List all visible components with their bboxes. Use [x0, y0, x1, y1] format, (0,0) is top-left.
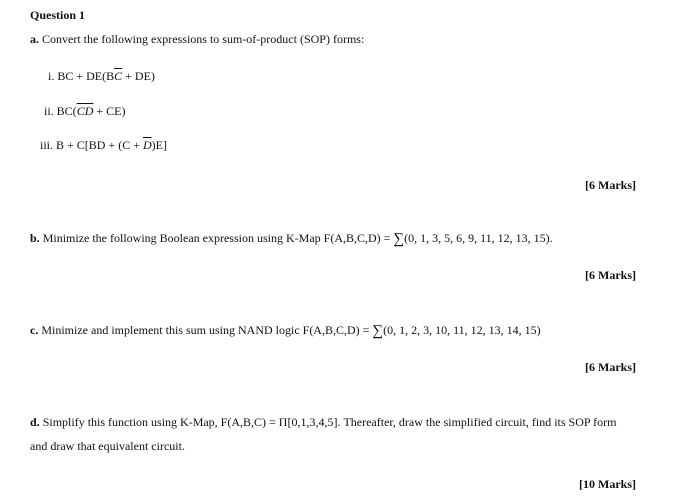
part-a-prompt	[30, 32, 364, 47]
overline-term: $\overline{CD}$	[76, 104, 94, 118]
part-b-text: Minimize the following Boolean expression using K-Map F(A,B,C,D) =	[42, 231, 394, 245]
part-b-terms: (0, 1, 3, 5, 6, 9, 11, 12, 13, 15).	[404, 231, 553, 245]
part-c-prompt	[30, 322, 541, 339]
overline-term: $\overline{C}$	[114, 69, 123, 83]
overline-term: $\overline{D}$	[143, 138, 152, 152]
sigma-symbol: ∑	[372, 323, 384, 339]
part-a-item-3	[40, 138, 167, 153]
item-number: iii.	[40, 138, 54, 152]
expression: BC + $DE(B\overline{C} + DE)$	[57, 69, 155, 83]
part-c-text: Minimize and implement this sum using NAND logic F(A,B,C,D) =	[41, 323, 373, 337]
expression: $BC(\overline{CD} + CE)$	[56, 104, 126, 118]
part-c-marks: [6 Marks]	[585, 360, 636, 374]
part-b-prompt	[30, 230, 553, 247]
part-b-label: b.	[30, 231, 40, 245]
part-d-label: d.	[30, 415, 40, 429]
part-d-line-1: Simplify this function using K-Map, F(A,B,C) = Π[0,1,3,4,5]. Thereafter, draw the simplified circuit, find its SOP form	[42, 415, 617, 429]
item-number: ii.	[44, 104, 54, 118]
item-number: i.	[48, 69, 55, 83]
part-c-terms: (0, 1, 2, 3, 10, 11, 12, 13, 14, 15)	[383, 323, 541, 337]
part-a-text: Convert the following expressions to sum-of-product (SOP) forms:	[42, 32, 365, 46]
sigma-symbol: ∑	[393, 231, 405, 247]
expression: $B + C[BD + (C + \overline{D})E]$	[56, 138, 167, 152]
part-b-marks: [6 Marks]	[585, 268, 636, 282]
part-d-line-2: and draw that equivalent circuit.	[30, 439, 185, 453]
question-title: Question 1	[30, 8, 86, 22]
part-c-label: c.	[30, 323, 39, 337]
part-d-marks: [10 Marks]	[579, 477, 636, 491]
part-a-label: a.	[30, 32, 39, 46]
part-a-item-2	[44, 104, 125, 119]
part-a-marks: [6 Marks]	[585, 178, 636, 192]
part-d-prompt	[30, 415, 616, 430]
part-a-item-1	[48, 69, 155, 84]
